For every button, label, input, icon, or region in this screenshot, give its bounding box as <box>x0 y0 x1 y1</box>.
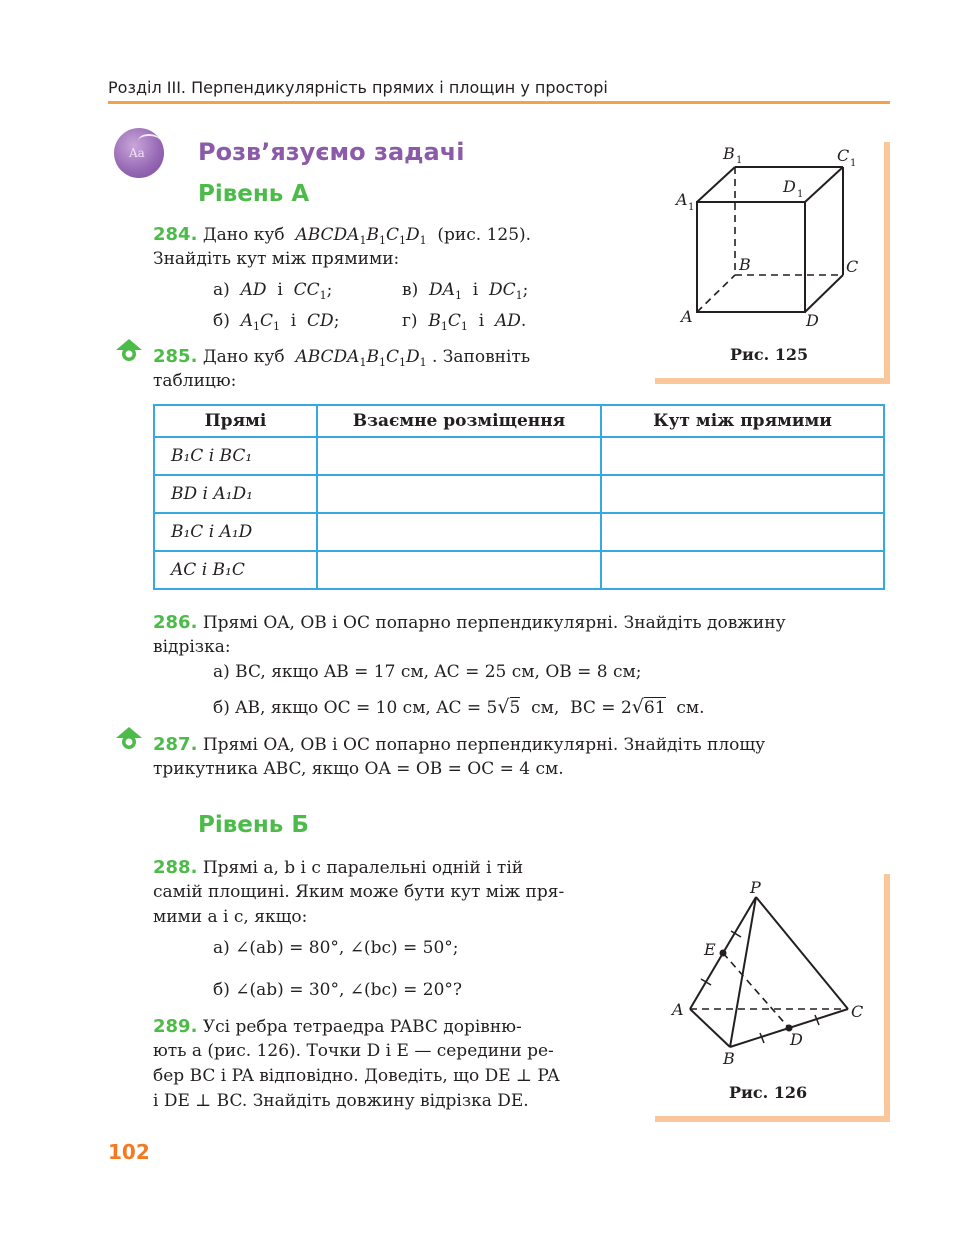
problem-284: 284. Дано куб $ABCDA_1B_1C_1D_1$ (рис. 125). <box>153 224 532 247</box>
problem-284-item-b: б) $A_1C_1$ і CD; <box>213 311 340 333</box>
table-cell[interactable] <box>317 513 601 551</box>
svg-text:1: 1 <box>797 189 804 200</box>
cube-figure <box>660 140 880 335</box>
problem-289: 289. Усі ребра тетраедра PABC дорівню- <box>153 1016 522 1037</box>
label-a1: A <box>676 190 688 209</box>
tetrahedron-figure <box>660 875 875 1075</box>
home-task-icon <box>115 726 143 752</box>
problem-284-item-v: в) $DA_1$ і $DC_1$; <box>402 280 529 302</box>
figure-frame <box>884 874 890 1122</box>
label-e: E <box>704 940 716 959</box>
problem-number: 287. <box>153 734 198 755</box>
problem-285: 285. Дано куб $ABCDA_1B_1C_1D_1$ . Заповніть <box>153 346 531 369</box>
table-cell[interactable] <box>601 475 884 513</box>
figure-frame <box>884 142 890 384</box>
level-a-heading: Рівень А <box>198 181 310 207</box>
table-row <box>154 513 884 551</box>
label-b: B <box>723 1049 735 1068</box>
problem-286: 286. Прямі OA, OB і OC попарно перпендикулярні. Знайдіть довжину <box>153 612 786 633</box>
home-task-icon <box>115 338 143 364</box>
problem-285-line2: таблицю: <box>153 371 237 391</box>
section-title: Розв’язуємо задачі <box>198 138 465 166</box>
header-rule <box>108 101 890 104</box>
label-b: B <box>739 255 751 274</box>
table-cell[interactable] <box>601 513 884 551</box>
label-c1: C <box>837 146 850 165</box>
problem-284-item-g: г) $B_1C_1$ і AD. <box>402 311 527 333</box>
problem-284-item-a: а) AD і $CC_1$; <box>213 280 333 302</box>
problem-288-line3: мими a і c, якщо: <box>153 907 308 927</box>
problem-286-line2: відрізка: <box>153 637 231 657</box>
table-cell[interactable] <box>601 437 884 475</box>
level-b-heading: Рівень Б <box>198 812 309 838</box>
label-c: C <box>851 1002 864 1021</box>
problem-288-line2: самій площині. Яким може бути кут між пря- <box>153 882 565 902</box>
table-cell[interactable] <box>601 551 884 589</box>
problem-289-line2: ють a (рис. 126). Точки D і E — середини ре- <box>153 1041 554 1061</box>
label-c: C <box>846 257 859 276</box>
problem-287: 287. Прямі OA, OB і OC попарно перпендикулярні. Знайдіть площу <box>153 734 766 755</box>
svg-text:1: 1 <box>850 158 857 169</box>
figure-frame <box>655 378 890 384</box>
lines-table <box>153 404 885 590</box>
figure-126-caption: Рис. 126 <box>729 1083 808 1102</box>
figure-125-caption: Рис. 125 <box>730 345 809 364</box>
section-icon-text: Aa <box>129 146 145 160</box>
problem-289-line4: і DE ⊥ BC. Знайдіть довжину відрізка DE. <box>153 1091 529 1111</box>
table-cell: AC і B₁C <box>154 551 317 589</box>
table-header: Прямі <box>154 405 317 437</box>
problem-286-item-a: а) BC, якщо AB = 17 см, AC = 25 см, OB = 8 см; <box>213 662 642 682</box>
table-cell: B₁C і BC₁ <box>154 437 317 475</box>
table-header: Кут між прямими <box>601 405 884 437</box>
problem-288: 288. Прямі a, b і c паралельні одній і тій <box>153 857 524 878</box>
problem-number: 288. <box>153 857 198 878</box>
problem-288-item-a: а) ∠(ab) = 80°, ∠(bc) = 50°; <box>213 938 459 958</box>
problem-284-line2: Знайдіть кут між прямими: <box>153 249 400 269</box>
section-icon <box>114 128 164 178</box>
problem-286-item-b: б) AB, якщо OC = 10 см, AC = 5√5 см, BC = 2√61 см. <box>213 696 705 718</box>
page-number: 102 <box>108 1140 150 1164</box>
label-p: P <box>750 878 761 897</box>
svg-text:1: 1 <box>688 202 695 213</box>
chapter-header: Розділ III. Перпендикулярність прямих і площин у просторі <box>108 78 608 97</box>
table-cell[interactable] <box>317 475 601 513</box>
label-b1: B <box>723 144 735 163</box>
table-cell: BD і A₁D₁ <box>154 475 317 513</box>
table-row <box>154 437 884 475</box>
problem-number: 284. <box>153 224 198 245</box>
label-d: D <box>806 311 819 330</box>
label-d: D <box>790 1030 803 1049</box>
problem-number: 289. <box>153 1016 198 1037</box>
figure-frame <box>655 1116 890 1122</box>
problem-289-line3: бер BC і PA відповідно. Доведіть, що DE ⊥ PA <box>153 1066 560 1086</box>
cube-name: $ABCDA_1B_1C_1D_1$ <box>295 225 427 247</box>
label-a: A <box>681 307 693 326</box>
table-cell: B₁C і A₁D <box>154 513 317 551</box>
problem-288-item-b: б) ∠(ab) = 30°, ∠(bc) = 20°? <box>213 980 462 1000</box>
problem-number: 285. <box>153 346 198 367</box>
svg-text:1: 1 <box>736 155 743 166</box>
table-cell[interactable] <box>317 551 601 589</box>
table-header-row <box>154 405 884 437</box>
problem-287-line2: трикутника ABC, якщо OA = OB = OC = 4 см. <box>153 759 564 779</box>
table-cell[interactable] <box>317 437 601 475</box>
label-d1: D <box>783 177 796 196</box>
table-row <box>154 551 884 589</box>
problem-number: 286. <box>153 612 198 633</box>
table-header: Взаємне розміщення <box>317 405 601 437</box>
table-row <box>154 475 884 513</box>
label-a: A <box>672 1000 684 1019</box>
